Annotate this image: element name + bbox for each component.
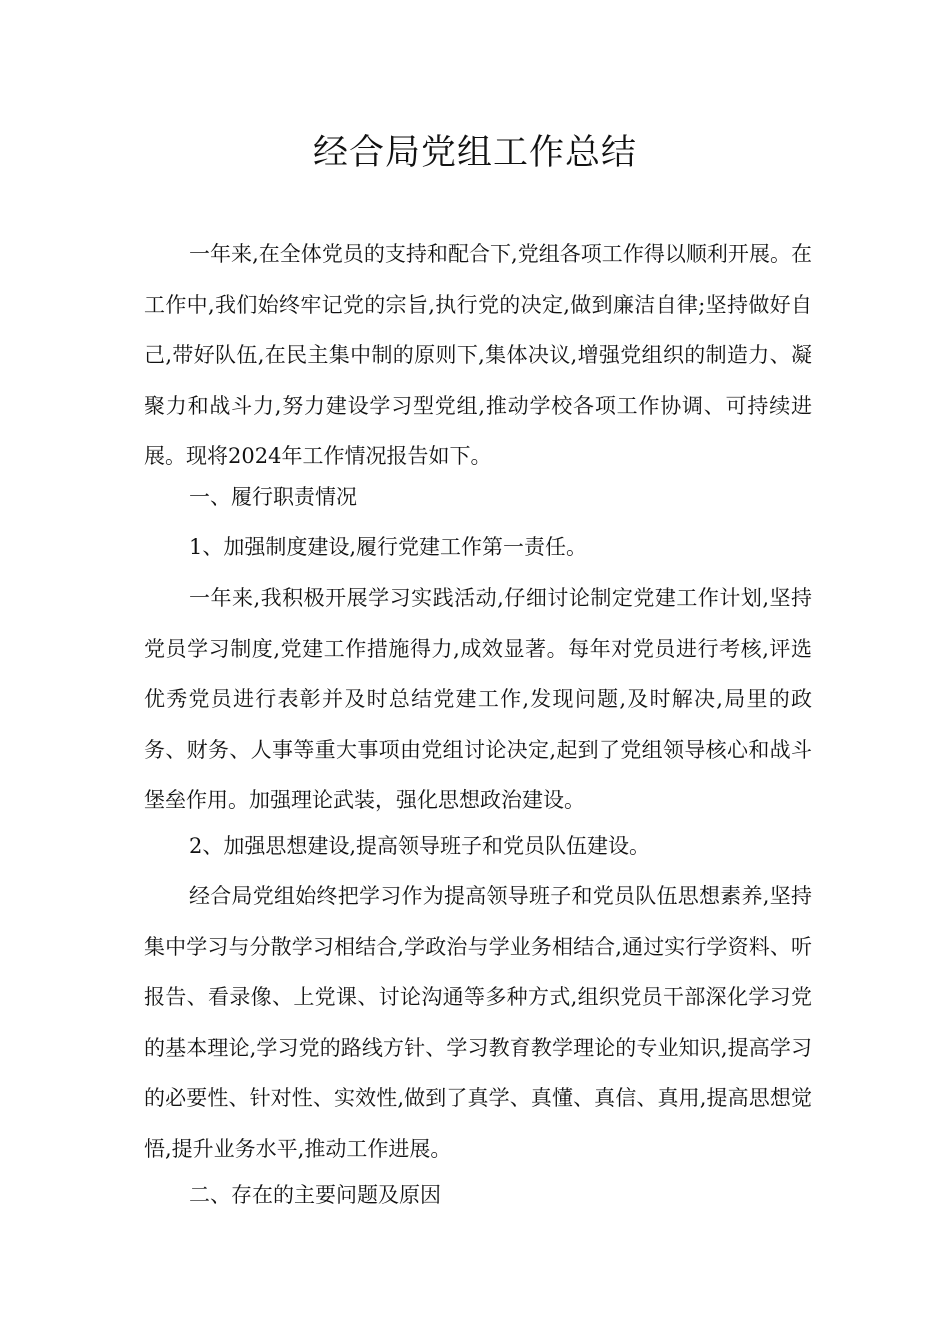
section-heading-1: 一、履行职责情况 [189, 485, 357, 509]
subsection-heading-1: 1、加强制度建设,履行党建工作第一责任。 [189, 535, 588, 559]
intro-paragraph: 一年来,在全体党员的支持和配合下,党组各项工作得以顺利开展。在工作中,我们始终牢记党的宗旨,执行党的决定,做到廉洁自律;坚持做好自己,带好队伍,在民主集中制的原则下,集体决议,增强党组织的制造力、凝聚力和战斗力,努力建设学习型党组,推动学校各项工作协调、可持续进展。现将2024年工作情况报告如下。 [144, 242, 812, 468]
document-title: 经合局党组工作总结 [312, 133, 637, 173]
section-heading-2: 二、存在的主要问题及原因 [189, 1183, 441, 1207]
body-paragraph-1: 一年来,我积极开展学习实践活动,仔细讨论制定党建工作计划,坚持党员学习制度,党建工作措施得力,成效显著。每年对党员进行考核,评选优秀党员进行表彰并及时总结党建工作,发现问题,及时解决,局里的政务、财务、人事等重大事项由党组讨论决定,起到了党组领导核心和战斗堡垒作用。加强理论武装，强化思想政治建设。 [144, 586, 812, 812]
subsection-heading-2: 2、加强思想建设,提高领导班子和党员队伍建设。 [189, 834, 651, 858]
body-paragraph-2: 经合局党组始终把学习作为提高领导班子和党员队伍思想素养,坚持集中学习与分散学习相结合,学政治与学业务相结合,通过实行学资料、听报告、看录像、上党课、讨论沟通等多种方式,组织党员干部深化学习党的基本理论,学习党的路线方针、学习教育教学理论的专业知识,提高学习的必要性、针对性、实效性,做到了真学、真懂、真信、真用,提高思想觉悟,提升业务水平,推动工作进展。 [144, 884, 812, 1161]
